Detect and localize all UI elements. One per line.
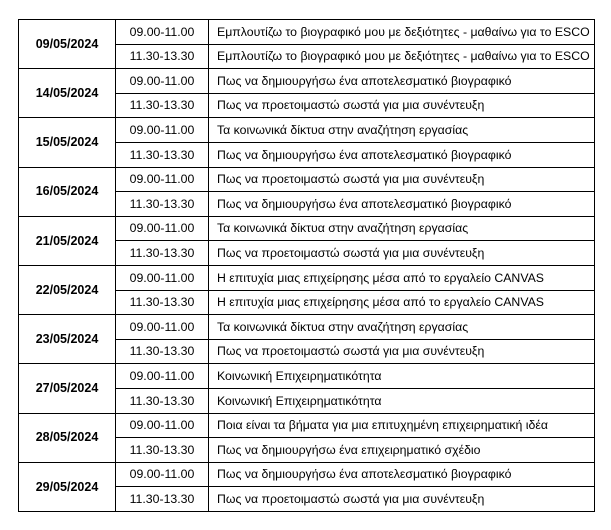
session-date: 27/05/2024: [19, 364, 116, 413]
slot-topic: Κοινωνική Επιχειρηματικότητα: [209, 364, 595, 389]
slot-time: 09.00-11.00: [116, 315, 209, 340]
slot-time: 11.30-13.30: [116, 241, 209, 266]
schedule-table: [18, 19, 595, 512]
slot-time: 09.00-11.00: [116, 216, 209, 241]
slot-topic: Πως να δημιουργήσω ένα αποτελεσματικό βιογραφικό: [209, 69, 595, 94]
table-row: [19, 364, 595, 389]
slot-time: 11.30-13.30: [116, 44, 209, 69]
slot-time: 09.00-11.00: [116, 20, 209, 45]
slot-topic: Τα κοινωνικά δίκτυα στην αναζήτηση εργασίας: [209, 315, 595, 340]
session-date: 22/05/2024: [19, 265, 116, 314]
table-row: [19, 315, 595, 340]
slot-topic: Πως να προετοιμαστώ σωστά για μια συνέντευξη: [209, 167, 595, 192]
table-row: [19, 118, 595, 143]
slot-topic: Πως να προετοιμαστώ σωστά για μια συνέντευξη: [209, 241, 595, 266]
slot-time: 11.30-13.30: [116, 339, 209, 364]
slot-time: 11.30-13.30: [116, 93, 209, 118]
slot-time: 09.00-11.00: [116, 118, 209, 143]
session-date: 16/05/2024: [19, 167, 116, 216]
slot-topic: Πως να δημιουργήσω ένα αποτελεσματικό βιογραφικό: [209, 462, 595, 487]
table-row: [19, 20, 595, 45]
slot-topic: Ποια είναι τα βήματα για μια επιτυχημένη επιχειρηματική ιδέα: [209, 413, 595, 438]
table-row: [19, 462, 595, 487]
slot-topic: Πως να προετοιμαστώ σωστά για μια συνέντευξη: [209, 93, 595, 118]
slot-topic: Εμπλουτίζω το βιογραφικό μου με δεξιότητες - μαθαίνω για το ESCO: [209, 20, 595, 45]
slot-topic: Η επιτυχία μιας επιχείρησης μέσα από το εργαλείο CANVAS: [209, 265, 595, 290]
session-date: 14/05/2024: [19, 69, 116, 118]
slot-time: 09.00-11.00: [116, 265, 209, 290]
slot-time: 09.00-11.00: [116, 462, 209, 487]
slot-time: 11.30-13.30: [116, 142, 209, 167]
slot-time: 09.00-11.00: [116, 167, 209, 192]
table-row: [19, 265, 595, 290]
session-date: 29/05/2024: [19, 462, 116, 511]
slot-topic: Πως να δημιουργήσω ένα αποτελεσματικό βιογραφικό: [209, 192, 595, 217]
session-date: 15/05/2024: [19, 118, 116, 167]
session-date: 23/05/2024: [19, 315, 116, 364]
session-date: 09/05/2024: [19, 20, 116, 69]
slot-topic: Εμπλουτίζω το βιογραφικό μου με δεξιότητες - μαθαίνω για το ESCO: [209, 44, 595, 69]
table-row: [19, 69, 595, 94]
table-row: [19, 413, 595, 438]
table-row: [19, 167, 595, 192]
slot-time: 11.30-13.30: [116, 192, 209, 217]
slot-topic: Τα κοινωνικά δίκτυα στην αναζήτηση εργασίας: [209, 118, 595, 143]
slot-time: 11.30-13.30: [116, 388, 209, 413]
slot-topic: Πως να δημιουργήσω ένα επιχειρηματικό σχέδιο: [209, 438, 595, 463]
slot-time: 09.00-11.00: [116, 364, 209, 389]
session-date: 21/05/2024: [19, 216, 116, 265]
slot-topic: Τα κοινωνικά δίκτυα στην αναζήτηση εργασίας: [209, 216, 595, 241]
slot-time: 09.00-11.00: [116, 413, 209, 438]
slot-topic: Κοινωνική Επιχειρηματικότητα: [209, 388, 595, 413]
slot-topic: Πως να προετοιμαστώ σωστά για μια συνέντευξη: [209, 487, 595, 512]
schedule-body: [19, 20, 595, 512]
table-row: [19, 216, 595, 241]
slot-topic: Η επιτυχία μιας επιχείρησης μέσα από το εργαλείο CANVAS: [209, 290, 595, 315]
session-date: 28/05/2024: [19, 413, 116, 462]
slot-time: 11.30-13.30: [116, 438, 209, 463]
slot-time: 09.00-11.00: [116, 69, 209, 94]
slot-time: 11.30-13.30: [116, 487, 209, 512]
slot-topic: Πως να δημιουργήσω ένα αποτελεσματικό βιογραφικό: [209, 142, 595, 167]
slot-topic: Πως να προετοιμαστώ σωστά για μια συνέντευξη: [209, 339, 595, 364]
slot-time: 11.30-13.30: [116, 290, 209, 315]
